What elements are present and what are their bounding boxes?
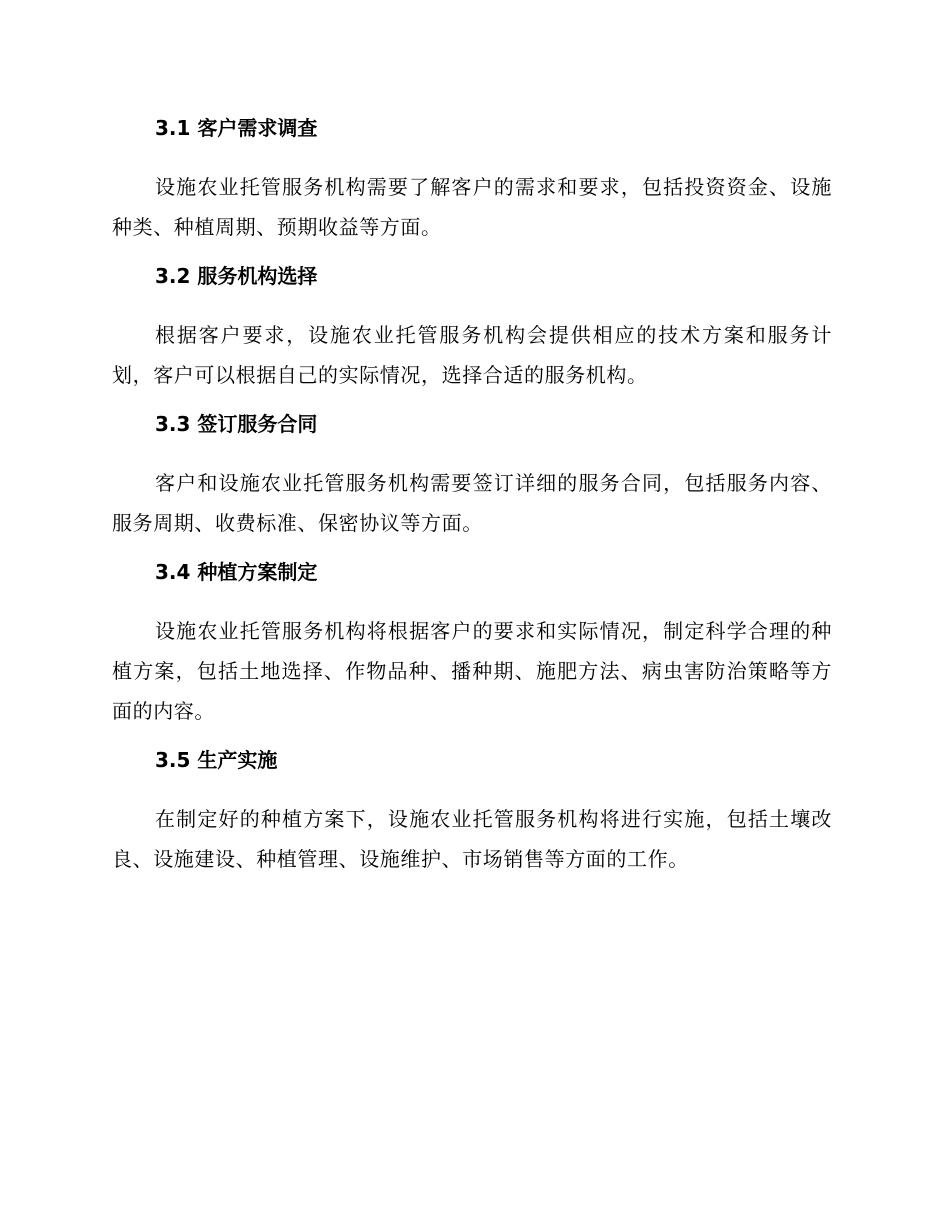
section-paragraph-3-5: 在制定好的种植方案下，设施农业托管服务机构将进行实施，包括土壤改良、设施建设、种植管理、设施维护、市场销售等方面的工作。 [112, 807, 832, 871]
section-heading-3-3: 3.3 签订服务合同 [155, 412, 318, 436]
section-heading-3-2: 3.2 服务机构选择 [155, 264, 318, 288]
section-heading-3-1: 3.1 客户需求调查 [155, 116, 318, 140]
section-heading-3-4: 3.4 种植方案制定 [155, 560, 318, 584]
section-paragraph-3-3: 客户和设施农业托管服务机构需要签订详细的服务合同，包括服务内容、服务周期、收费标准、保密协议等方面。 [112, 471, 832, 535]
document-body [112, 111, 832, 879]
section-paragraph-3-1: 设施农业托管服务机构需要了解客户的需求和要求，包括投资资金、设施种类、种植周期、预期收益等方面。 [112, 175, 832, 239]
section-heading-3-5: 3.5 生产实施 [155, 748, 278, 772]
section-paragraph-3-2: 根据客户要求，设施农业托管服务机构会提供相应的技术方案和服务计划，客户可以根据自己的实际情况，选择合适的服务机构。 [112, 323, 832, 387]
section-paragraph-3-4: 设施农业托管服务机构将根据客户的要求和实际情况，制定科学合理的种植方案，包括土地选择、作物品种、播种期、施肥方法、病虫害防治策略等方面的内容。 [112, 619, 832, 723]
